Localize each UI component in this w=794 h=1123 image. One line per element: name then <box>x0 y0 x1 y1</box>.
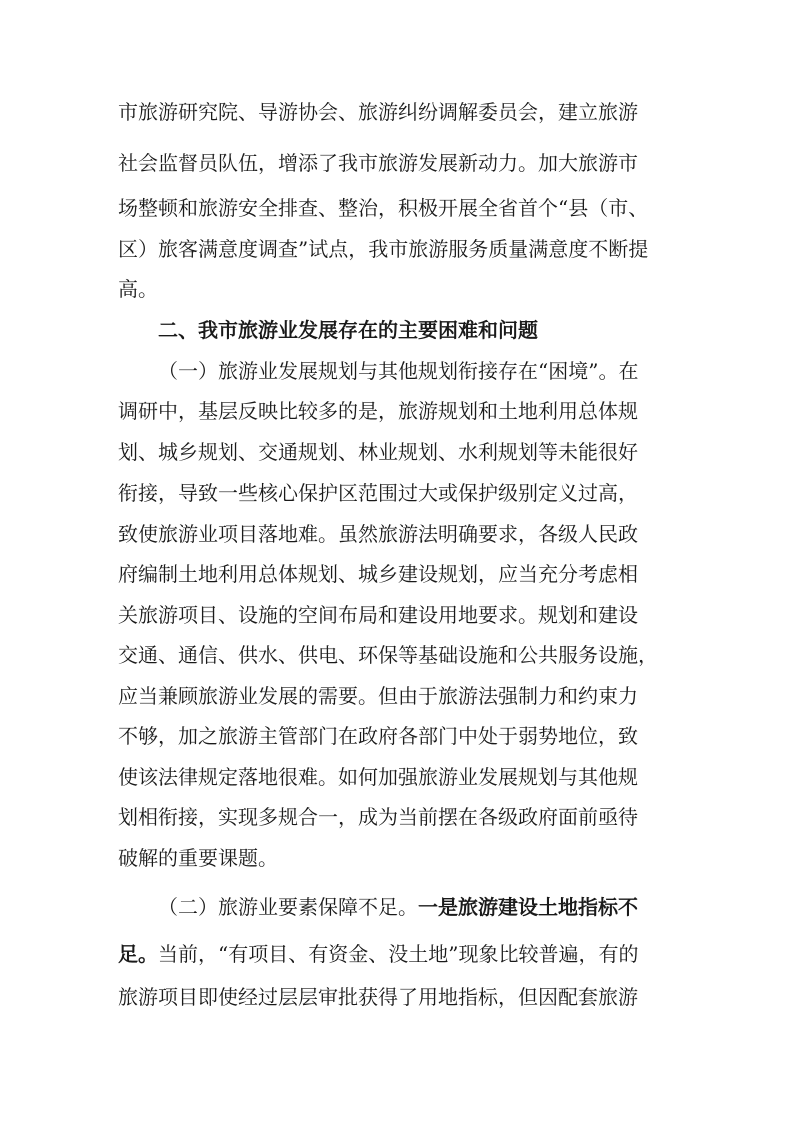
paragraph-text: （二）旅游业要素保障不足。 <box>158 895 418 919</box>
paragraph-line: 衔接，导致一些核心保护区范围过大或保护级别定义过高， <box>118 481 638 505</box>
paragraph-line <box>118 942 684 966</box>
paragraph-line: 使该法律规定落地很难。如何加强旅游业发展规划与其他规 <box>118 765 638 789</box>
paragraph-line: 旅游项目即使经过层层审批获得了用地指标，但因配套旅游 <box>118 985 638 1009</box>
paragraph-line: 划相衔接，实现多规合一，成为当前摆在各级政府面前亟待 <box>118 805 638 829</box>
section-heading: 二、我市旅游业发展存在的主要困难和问题 <box>158 318 538 342</box>
emphasis-text: 一是旅游建设土地指标不 <box>418 895 638 919</box>
paragraph-line: 关旅游项目、设施的空间布局和建设用地要求。规划和建设 <box>118 603 638 627</box>
paragraph-line: 高。 <box>118 277 158 301</box>
paragraph-line: （一）旅游业发展规划与其他规划衔接存在“困境”。在 <box>158 359 639 383</box>
paragraph-line: 致使旅游业项目落地难。虽然旅游法明确要求，各级人民政 <box>118 522 638 546</box>
paragraph-line: 社会监督员队伍，增添了我市旅游发展新动力。加大旅游市 <box>118 151 638 175</box>
paragraph-line: 场整顿和旅游安全排查、整治，积极开展全省首个“县（市、 <box>118 196 649 220</box>
paragraph-line: 府编制土地利用总体规划、城乡建设规划，应当充分考虑相 <box>118 562 638 586</box>
paragraph-line: 不够，加之旅游主管部门在政府各部门中处于弱势地位，致 <box>118 724 638 748</box>
paragraph-line: 应当兼顾旅游业发展的需要。但由于旅游法强制力和约束力 <box>118 684 638 708</box>
paragraph-line: 市旅游研究院、导游协会、旅游纠纷调解委员会，建立旅游 <box>118 100 638 124</box>
paragraph-line: 破解的重要课题。 <box>118 846 278 870</box>
emphasis-text: 足。 <box>118 942 158 966</box>
paragraph-text: 当前，“有项目、有资金、没土地”现象比较普遍，有的 <box>158 942 639 966</box>
paragraph-line: 交通、通信、供水、供电、环保等基础设施和公共服务设施， <box>118 643 658 667</box>
paragraph-line: 划、城乡规划、交通规划、林业规划、水利规划等未能很好 <box>118 440 638 464</box>
paragraph-line: 区）旅客满意度调查”试点，我市旅游服务质量满意度不断提 <box>118 237 649 261</box>
paragraph-line <box>158 895 684 919</box>
paragraph-line: 调研中，基层反映比较多的是，旅游规划和土地利用总体规 <box>118 399 638 423</box>
